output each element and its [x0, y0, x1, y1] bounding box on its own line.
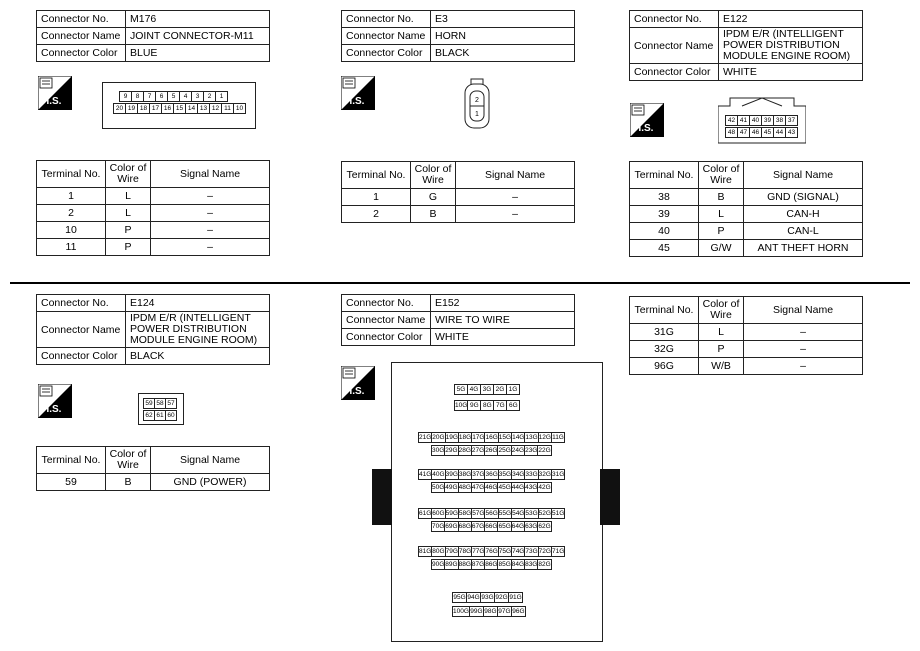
e124-pins-bottom — [143, 410, 177, 421]
table-row — [37, 222, 270, 239]
pin-25G: 25G — [498, 447, 511, 454]
pin-98G: 98G — [484, 608, 497, 615]
signal-name: GND (POWER) — [151, 474, 270, 491]
pin-91G: 91G — [509, 594, 522, 601]
terminal-no: 11 — [37, 239, 106, 256]
header-terminal: Terminal No. — [630, 162, 699, 189]
table-row — [630, 341, 863, 358]
pin-100G: 100G — [453, 608, 469, 615]
header-color: Color of Wire — [699, 297, 744, 324]
e152-name: WIRE TO WIRE — [431, 312, 575, 329]
e152-info-table — [341, 294, 575, 346]
pin-10: 10 — [234, 104, 246, 114]
header-color: Color of Wire — [106, 447, 151, 474]
e124-pins-top — [143, 398, 177, 409]
pin-39: 39 — [762, 116, 774, 126]
pin-9G: 9G — [468, 401, 481, 411]
pin-38G: 38G — [458, 471, 472, 478]
pin-46: 46 — [750, 128, 762, 138]
pin-11G: 11G — [552, 434, 564, 441]
e3-info-table — [341, 10, 575, 62]
m176-color: BLUE — [126, 45, 270, 62]
pin-37: 37 — [786, 116, 798, 126]
table-row — [37, 474, 270, 491]
table-row — [342, 206, 575, 223]
hs-icon — [341, 76, 375, 115]
wire-color: B — [699, 189, 744, 206]
terminal-no: 38 — [630, 189, 699, 206]
pin-2: 2 — [204, 92, 216, 102]
e122-no: E122 — [719, 11, 863, 28]
pin-65G: 65G — [498, 523, 511, 530]
e122-info-table — [629, 10, 863, 81]
signal-name: – — [744, 358, 863, 375]
pin-37G: 37G — [472, 471, 485, 478]
pin-76G: 76G — [485, 548, 498, 555]
pin-26G: 26G — [485, 447, 498, 454]
signal-name: – — [744, 324, 863, 341]
terminal-no: 59 — [37, 474, 106, 491]
pin-6G: 6G — [507, 401, 520, 411]
pin-27G: 27G — [471, 447, 485, 454]
header-signal: Signal Name — [744, 162, 863, 189]
wire-color: B — [106, 474, 151, 491]
pin-60G: 60G — [432, 510, 445, 517]
pin-75G: 75G — [498, 548, 512, 555]
pin-43G: 43G — [525, 484, 538, 491]
label: Connector No. — [37, 295, 126, 312]
pin-52G: 52G — [538, 510, 551, 517]
e3-color: BLACK — [431, 45, 575, 62]
pin-55G: 55G — [498, 510, 512, 517]
terminal-no: 1 — [342, 189, 411, 206]
wire-color: P — [106, 239, 151, 256]
label: Connector No. — [37, 11, 126, 28]
signal-name: – — [151, 205, 270, 222]
table-row — [37, 188, 270, 205]
e122-color: WHITE — [719, 64, 863, 81]
hs-icon — [38, 384, 72, 423]
pin-8: 8 — [132, 92, 144, 102]
pin-81G: 81G — [419, 548, 432, 555]
latch — [600, 469, 620, 525]
signal-name: GND (SIGNAL) — [744, 189, 863, 206]
hs-label: H.S. — [42, 96, 62, 107]
e122-terminal-table — [629, 161, 863, 257]
pin-3: 3 — [192, 92, 204, 102]
pin-21G: 21G — [419, 434, 432, 441]
hs-icon — [38, 76, 72, 115]
hs-label: H.S. — [345, 96, 365, 107]
hs-label: H.S. — [42, 404, 62, 415]
table-row — [630, 358, 863, 375]
m176-pins-bottom — [113, 103, 246, 114]
pin-20G: 20G — [432, 434, 445, 441]
label: Connector Name — [37, 28, 126, 45]
m176-no: M176 — [126, 11, 270, 28]
pin-70G: 70G — [432, 523, 445, 530]
e152-pins-row4a — [418, 546, 565, 557]
pin-82G: 82G — [538, 561, 551, 568]
pin-14: 14 — [186, 104, 198, 114]
label: Connector No. — [342, 295, 431, 312]
pin-4: 4 — [180, 92, 192, 102]
pin-2G: 2G — [494, 385, 507, 395]
pin-89G: 89G — [445, 561, 458, 568]
label: Connector Color — [37, 348, 126, 365]
wire-color: B — [411, 206, 456, 223]
pin-53G: 53G — [525, 510, 538, 517]
pin-86G: 86G — [485, 561, 498, 568]
pin-17: 17 — [150, 104, 162, 114]
pin-49G: 49G — [445, 484, 458, 491]
pin-18: 18 — [138, 104, 150, 114]
e152-terminal-table — [629, 296, 863, 375]
e122-pins-bottom — [725, 127, 798, 138]
e124-name: IPDM E/R (INTELLIGENT POWER DISTRIBUTION MODULE ENGINE ROOM) — [126, 312, 270, 348]
pin-88G: 88G — [458, 561, 471, 568]
e152-connector-face — [371, 362, 621, 642]
pin-56G: 56G — [485, 510, 498, 517]
table-row — [630, 324, 863, 341]
e152-color: WHITE — [431, 329, 575, 346]
pin-8G: 8G — [481, 401, 494, 411]
table-row — [37, 205, 270, 222]
header-color: Color of Wire — [411, 162, 456, 189]
pin-30G: 30G — [432, 447, 445, 454]
pin-1: 1 — [216, 92, 228, 102]
terminal-no: 96G — [630, 358, 699, 375]
pin-15G: 15G — [498, 434, 512, 441]
table-row — [630, 189, 863, 206]
pin-97G: 97G — [498, 608, 511, 615]
pin-16G: 16G — [485, 434, 498, 441]
e152-pins-row2a — [418, 469, 565, 480]
label: Connector Name — [342, 28, 431, 45]
signal-name: – — [151, 222, 270, 239]
pin-18G: 18G — [458, 434, 472, 441]
pin-42G: 42G — [538, 484, 551, 491]
pin-58G: 58G — [458, 510, 472, 517]
terminal-no: 2 — [37, 205, 106, 222]
pin-12: 12 — [210, 104, 222, 114]
e152-pins-top-a — [454, 384, 520, 395]
m176-name: JOINT CONNECTOR-M11 — [126, 28, 270, 45]
pin-78G: 78G — [458, 548, 472, 555]
pin-9: 9 — [120, 92, 132, 102]
wire-color: W/B — [699, 358, 744, 375]
header-terminal: Terminal No. — [630, 297, 699, 324]
pin-50G: 50G — [432, 484, 445, 491]
pin-95G: 95G — [453, 594, 466, 601]
pin-14G: 14G — [512, 434, 525, 441]
e152-pins-row3a — [418, 508, 565, 519]
pin-4G: 4G — [468, 385, 481, 395]
e152-no: E152 — [431, 295, 575, 312]
header-color: Color of Wire — [699, 162, 744, 189]
header-signal: Signal Name — [456, 162, 575, 189]
label: Connector Color — [630, 64, 719, 81]
pin-17G: 17G — [472, 434, 485, 441]
pin-99G: 99G — [470, 608, 483, 615]
table-row — [342, 189, 575, 206]
label: Connector No. — [342, 11, 431, 28]
wire-color: L — [106, 205, 151, 222]
label: Connector Name — [630, 28, 719, 64]
e124-info-table — [36, 294, 270, 365]
e152-pins-row2b — [431, 482, 552, 493]
wire-color: G — [411, 189, 456, 206]
pin-85G: 85G — [498, 561, 511, 568]
wire-color: P — [699, 223, 744, 240]
pin-38: 38 — [774, 116, 786, 126]
pin-47: 47 — [738, 128, 750, 138]
pin-71G: 71G — [551, 548, 565, 555]
pin-80G: 80G — [432, 548, 445, 555]
pin-59: 59 — [145, 400, 153, 407]
pin-58: 58 — [156, 400, 164, 407]
e152-pins-row4b — [431, 559, 552, 570]
hs-icon — [630, 103, 664, 142]
pin-62: 62 — [145, 412, 153, 419]
signal-name: – — [151, 239, 270, 256]
pin-31G: 31G — [551, 471, 565, 478]
pin-13G: 13G — [525, 434, 538, 441]
pin-77G: 77G — [472, 548, 485, 555]
e3-connector-face — [462, 78, 492, 130]
wire-color: L — [106, 188, 151, 205]
pin-15: 15 — [174, 104, 186, 114]
pin-28G: 28G — [458, 447, 471, 454]
pin-62G: 62G — [538, 523, 551, 530]
signal-name: – — [744, 341, 863, 358]
e152-pins-bottom-a — [452, 592, 523, 603]
e3-pin: 2 — [475, 97, 479, 104]
pin-39G: 39G — [445, 471, 458, 478]
header-terminal: Terminal No. — [37, 161, 106, 188]
terminal-no: 40 — [630, 223, 699, 240]
m176-connector-face — [102, 82, 256, 129]
pin-44G: 44G — [511, 484, 525, 491]
pin-7G: 7G — [494, 401, 507, 411]
pin-67G: 67G — [471, 523, 485, 530]
pin-16: 16 — [162, 104, 174, 114]
pin-35G: 35G — [498, 471, 512, 478]
pin-79G: 79G — [445, 548, 458, 555]
e152-pins-bottom-b — [452, 606, 526, 617]
m176-terminal-table — [36, 160, 270, 256]
pin-61G: 61G — [419, 510, 432, 517]
pin-68G: 68G — [458, 523, 471, 530]
pin-10G: 10G — [455, 402, 468, 409]
pin-32G: 32G — [538, 471, 551, 478]
table-row — [630, 223, 863, 240]
pin-5: 5 — [168, 92, 180, 102]
pin-83G: 83G — [525, 561, 538, 568]
signal-name: CAN-L — [744, 223, 863, 240]
signal-name: – — [456, 206, 575, 223]
pin-6: 6 — [156, 92, 168, 102]
hs-label: H.S. — [634, 123, 654, 134]
latch — [372, 469, 392, 525]
pin-33G: 33G — [525, 471, 538, 478]
pin-29G: 29G — [445, 447, 458, 454]
pin-43: 43 — [786, 128, 798, 138]
pin-44: 44 — [774, 128, 786, 138]
section-divider — [10, 282, 910, 284]
pin-92G: 92G — [495, 594, 508, 601]
pin-64G: 64G — [511, 523, 525, 530]
wire-color: P — [106, 222, 151, 239]
e124-connector-face — [138, 393, 184, 425]
e124-color: BLACK — [126, 348, 270, 365]
pin-73G: 73G — [525, 548, 538, 555]
e3-no: E3 — [431, 11, 575, 28]
e152-pins-top-b — [454, 400, 520, 411]
e122-connector-face — [718, 96, 806, 144]
pin-20: 20 — [114, 104, 126, 114]
wire-color: L — [699, 206, 744, 223]
pin-41: 41 — [738, 116, 750, 126]
pin-54G: 54G — [512, 510, 525, 517]
signal-name: – — [456, 189, 575, 206]
wire-color: G/W — [699, 240, 744, 257]
pin-7: 7 — [144, 92, 156, 102]
header-terminal: Terminal No. — [342, 162, 411, 189]
terminal-no: 45 — [630, 240, 699, 257]
pin-57: 57 — [167, 400, 175, 407]
label: Connector Color — [342, 45, 431, 62]
pin-74G: 74G — [512, 548, 525, 555]
pin-34G: 34G — [512, 471, 525, 478]
header-signal: Signal Name — [151, 447, 270, 474]
pin-19G: 19G — [445, 434, 458, 441]
e3-name: HORN — [431, 28, 575, 45]
pin-90G: 90G — [432, 561, 445, 568]
pin-46G: 46G — [485, 484, 498, 491]
terminal-no: 1 — [37, 188, 106, 205]
pin-40G: 40G — [432, 471, 445, 478]
wire-color: P — [699, 341, 744, 358]
pin-1G: 1G — [507, 385, 520, 395]
pin-61: 61 — [156, 412, 164, 419]
terminal-no: 10 — [37, 222, 106, 239]
pin-23G: 23G — [525, 447, 538, 454]
e124-terminal-table — [36, 446, 270, 491]
pin-94G: 94G — [467, 594, 480, 601]
table-row — [630, 206, 863, 223]
label: Connector Name — [342, 312, 431, 329]
signal-name: – — [151, 188, 270, 205]
e122-pins-top — [725, 115, 798, 126]
pin-51G: 51G — [551, 510, 565, 517]
table-row — [37, 239, 270, 256]
pin-87G: 87G — [471, 561, 485, 568]
pin-63G: 63G — [525, 523, 538, 530]
pin-22G: 22G — [538, 447, 551, 454]
terminal-no: 31G — [630, 324, 699, 341]
header-signal: Signal Name — [744, 297, 863, 324]
hs-label: H.S. — [345, 386, 365, 397]
pin-60: 60 — [167, 412, 175, 419]
pin-40: 40 — [750, 116, 762, 126]
terminal-no: 2 — [342, 206, 411, 223]
m176-pins-top — [119, 91, 228, 102]
pin-12G: 12G — [538, 434, 551, 441]
wire-color: L — [699, 324, 744, 341]
pin-59G: 59G — [445, 510, 458, 517]
pin-45G: 45G — [498, 484, 511, 491]
pin-72G: 72G — [538, 548, 551, 555]
e124-no: E124 — [126, 295, 270, 312]
signal-name: ANT THEFT HORN — [744, 240, 863, 257]
e3-pin: 1 — [475, 111, 479, 118]
label: Connector No. — [630, 11, 719, 28]
label: Connector Color — [342, 329, 431, 346]
pin-19: 19 — [126, 104, 138, 114]
header-color: Color of Wire — [106, 161, 151, 188]
header-terminal: Terminal No. — [37, 447, 106, 474]
pin-69G: 69G — [445, 523, 458, 530]
pin-11: 11 — [222, 104, 234, 114]
hs-icon — [341, 366, 375, 405]
e152-pins-row3b — [431, 521, 552, 532]
pin-48: 48 — [726, 128, 738, 138]
e3-terminal-table — [341, 161, 575, 223]
e152-pins-row1a — [418, 432, 565, 443]
pin-36G: 36G — [485, 471, 498, 478]
pin-5G: 5G — [455, 385, 468, 395]
pin-3G: 3G — [481, 385, 494, 395]
pin-45: 45 — [762, 128, 774, 138]
pin-84G: 84G — [511, 561, 525, 568]
pin-13: 13 — [198, 104, 210, 114]
header-signal: Signal Name — [151, 161, 270, 188]
table-row — [630, 240, 863, 257]
terminal-no: 32G — [630, 341, 699, 358]
m176-info-table — [36, 10, 270, 62]
pin-42: 42 — [726, 116, 738, 126]
pin-57G: 57G — [472, 510, 485, 517]
label: Connector Color — [37, 45, 126, 62]
pin-66G: 66G — [485, 523, 498, 530]
e152-pins-row1b — [431, 445, 552, 456]
pin-93G: 93G — [481, 594, 494, 601]
e122-name: IPDM E/R (INTELLIGENT POWER DISTRIBUTION MODULE ENGINE ROOM) — [719, 28, 863, 64]
pin-41G: 41G — [419, 471, 432, 478]
pin-47G: 47G — [471, 484, 485, 491]
terminal-no: 39 — [630, 206, 699, 223]
pin-96G: 96G — [512, 608, 525, 615]
label: Connector Name — [37, 312, 126, 348]
signal-name: CAN-H — [744, 206, 863, 223]
pin-48G: 48G — [458, 484, 471, 491]
pin-24G: 24G — [511, 447, 525, 454]
